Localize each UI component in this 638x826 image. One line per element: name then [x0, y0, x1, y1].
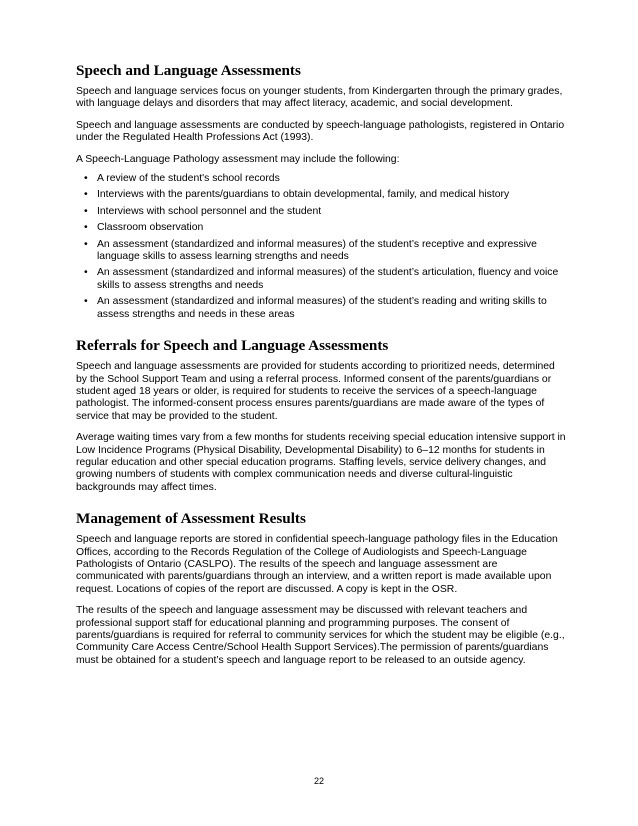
paragraph: A Speech-Language Pathology assessment may include the following: [76, 153, 400, 165]
list-item [76, 173, 566, 185]
list-item-text: An assessment (standardized and informal measures) of the student’s receptive and expressive language skills to assess learning strengths and needs [97, 238, 537, 263]
page-number: 22 [313, 776, 324, 786]
bullet-glyph: • [84, 296, 88, 308]
paragraph: The results of the speech and language assessment may be discussed with relevant teachers and professional support staff for educational planning and programming purposes. The consent of parents/guardians is required for referral to community services for which the student may be eligible (e.g., Community Care Access Centre/School Health Support Services).The permission of parents/guardians must be obtained for a student’s speech and language report to be released to an outside agency. [76, 605, 565, 666]
bullet-glyph: • [84, 173, 88, 185]
list-item-text: Interviews with the parents/guardians to obtain developmental, family, and medical history [97, 189, 510, 201]
paragraph: Speech and language assessments are conducted by speech-language pathologists, registered in Ontario under the Regulated Health Professions Act (1993). [76, 119, 565, 144]
bullet-glyph: • [84, 205, 88, 217]
list-item-text: Classroom observation [97, 222, 204, 234]
bullet-glyph: • [84, 267, 88, 279]
section-speech-language-assessments [76, 62, 566, 321]
bullet-glyph: • [84, 222, 88, 234]
list-item [76, 267, 566, 292]
list-item-text: A review of the student's school records [97, 173, 280, 185]
list-item [76, 189, 566, 201]
section-heading: Speech and Language Assessments [76, 62, 301, 79]
bullet-glyph: • [84, 189, 88, 201]
assessment-components-list [76, 173, 566, 321]
list-item [76, 222, 566, 234]
list-item [76, 296, 566, 321]
list-item-text: An assessment (standardized and informal measures) of the student’s reading and writing skills to assess strengths and needs in these areas [97, 296, 547, 320]
section-heading: Management of Assessment Results [76, 510, 306, 528]
list-item-text: An assessment (standardized and informal measures) of the student’s articulation, fluency and voice skills to assess strengths and needs [97, 267, 559, 291]
paragraph: Speech and language services focus on younger students, from Kindergarten through the primary grades, with language delays and disorders that may affect literacy, academic, and social development. [76, 86, 563, 110]
document-page [76, 62, 566, 676]
paragraph: Speech and language reports are stored in confidential speech-language pathology files in the Education Offices, according to the Records Regulation of the College of Audiologists and Speech-Language Pathologists of Ontario (CASLPO). The results of the speech and language assessment are communicated with parents/guardians through an interview, and a written report is made available upon request. Locations of copies of the report are discussed. A copy is kept in the OSR. [76, 534, 558, 595]
list-item-text: Interviews with school personnel and the student [97, 205, 322, 217]
section-management-of-results [76, 510, 566, 667]
paragraph: Average waiting times vary from a few months for students receiving special education intensive support in Low Incidence Programs (Physical Disability, Developmental Disability) to 6–12 months for students in regular education and other special education programs. Staffing levels, service delivery changes, and growing numbers of students with complex communication needs and diverse cultural-linguistic backgrounds may affect times. [76, 432, 566, 493]
paragraph: Speech and language assessments are provided for students according to prioritized needs, determined by the School Support Team and using a referral process. Informed consent of the parents/guardians or student aged 18 years or older, is required for students to receive the services of a speech-language pathologist. The informed-consent process ensures parents/guardians are made aware of the types of service that may be provided to the student. [76, 361, 555, 422]
list-item [76, 206, 566, 218]
section-referrals [76, 337, 566, 494]
list-item [76, 239, 566, 264]
section-heading: Referrals for Speech and Language Assessments [76, 337, 389, 355]
bullet-glyph: • [84, 238, 88, 250]
